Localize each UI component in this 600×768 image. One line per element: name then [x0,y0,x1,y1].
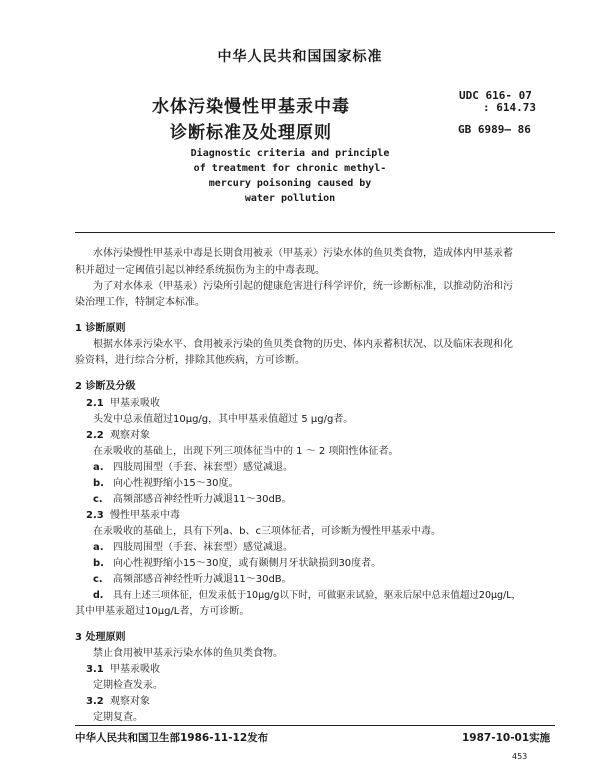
list-text: 具有上述三项体征，但发汞低于10μg/g以下时，可做驱汞试验，驱汞后尿中总汞值超过20μg/L， [113,590,522,601]
english-title-line: water pollution [244,193,336,204]
subsection-3-2 [86,694,150,710]
intro-p2-line2: 染治理工作，特制定本标准。 [75,297,205,308]
subsection-3-2-text: 定期复查。 [93,712,143,723]
subsection-2-1-text: 头发中总汞值超过10μg/g，其中甲基汞值超过 5 μg/g者。 [93,414,354,425]
effective-date: 1987-10-01实施 [462,732,551,744]
list-label: c. [93,494,103,505]
list-text: 高频部感音神经性听力减退11～30dB。 [113,574,292,585]
intro-p1-line1: 水体污染慢性甲基汞中毒是长期食用被汞（甲基汞）污染水体的鱼贝类食物，造成体内甲基汞蓄 [93,248,513,259]
list-item-continuation: 其中甲基汞超过10μg/L者，方可诊断。 [75,606,250,617]
english-title-line: of treatment for chronic methyl- [193,163,387,174]
page-number: 453 [512,752,528,761]
list-item [93,588,521,604]
section-3-heading: 3 处理原则 [75,632,126,643]
top-divider [75,232,555,233]
udc-code-line-2: : 614.73 [483,101,536,114]
list-item [93,556,381,572]
list-text: 四肢周围型（手套、袜套型）感觉减退。 [113,542,293,553]
udc-code-line-1: UDC 616- 07 [459,89,532,102]
list-item [93,492,292,508]
subsection-2-2-text: 在汞吸收的基础上，出现下列三项体征当中的 1 ～ 2 项阳性体征者。 [93,446,399,457]
title-line-1: 水体污染慢性甲基汞中毒 [152,97,350,117]
subsection-title: 观察对象 [110,696,150,707]
subsection-3-1-text: 定期检查发汞。 [93,680,163,691]
subsection-2-2 [86,428,150,444]
section-1-heading: 1 诊断原则 [75,323,126,334]
gb-code: GB 6989— 86 [458,123,531,136]
subsection-2-3-text: 在汞吸收的基础上，具有下列a、b、c三项体征者，可诊断为慢性甲基汞中毒。 [93,526,441,537]
list-item [93,572,292,588]
subsection-number: 2.1 [86,398,104,409]
english-title [110,146,470,206]
section-1-line1: 根据水体汞污染水平、食用被汞污染的鱼贝类食物的历史、体内汞蓄积状况、以及临床表现和化 [93,339,513,350]
list-label: a. [93,542,104,553]
national-standard-header: 中华人民共和国国家标准 [217,49,383,65]
subsection-title: 观察对象 [110,430,150,441]
subsection-number: 3.1 [86,664,104,675]
list-text: 四肢周围型（手套、袜套型）感觉减退。 [113,462,293,473]
subsection-2-1 [86,396,160,412]
list-item [93,460,293,476]
subsection-number: 2.3 [86,510,104,521]
list-label: c. [93,574,103,585]
title-line-2: 诊断标准及处理原则 [170,123,332,143]
subsection-number: 2.2 [86,430,104,441]
english-title-line: mercury poisoning caused by [208,178,372,189]
subsection-number: 3.2 [86,696,104,707]
subsection-title: 甲基汞吸收 [110,398,160,409]
list-text: 向心性视野缩小15～30度，或有颞侧月牙状缺损到30度者。 [113,558,382,569]
list-label: d. [93,590,104,601]
list-item [93,540,293,556]
subsection-3-1 [86,662,160,678]
list-text: 高频部感音神经性听力减退11～30dB。 [113,494,292,505]
subsection-title: 甲基汞吸收 [110,664,160,675]
subsection-2-3 [86,508,180,524]
list-item [93,476,238,492]
list-label: b. [93,558,104,569]
english-title-line: Diagnostic criteria and principle [190,148,390,159]
list-label: b. [93,478,104,489]
section-3-text: 禁止食用被甲基汞污染水体的鱼贝类食物。 [93,648,283,659]
list-label: a. [93,462,104,473]
intro-p1-line2: 积并超过一定阈值引起以神经系统损伤为主的中毒表现。 [75,265,325,276]
intro-p2-line1: 为了对水体汞（甲基汞）污染所引起的健康危害进行科学评价，统一诊断标准，以推动防治和污 [93,281,513,292]
bottom-divider [75,725,555,726]
subsection-title: 慢性甲基汞中毒 [110,510,180,521]
section-2-heading: 2 诊断及分级 [75,381,136,392]
issuer-line: 中华人民共和国卫生部1986-11-12发布 [75,732,269,744]
section-1-line2: 验资料，进行综合分析，排除其他疾病，方可诊断。 [75,355,305,366]
list-text: 向心性视野缩小15～30度。 [113,478,239,489]
